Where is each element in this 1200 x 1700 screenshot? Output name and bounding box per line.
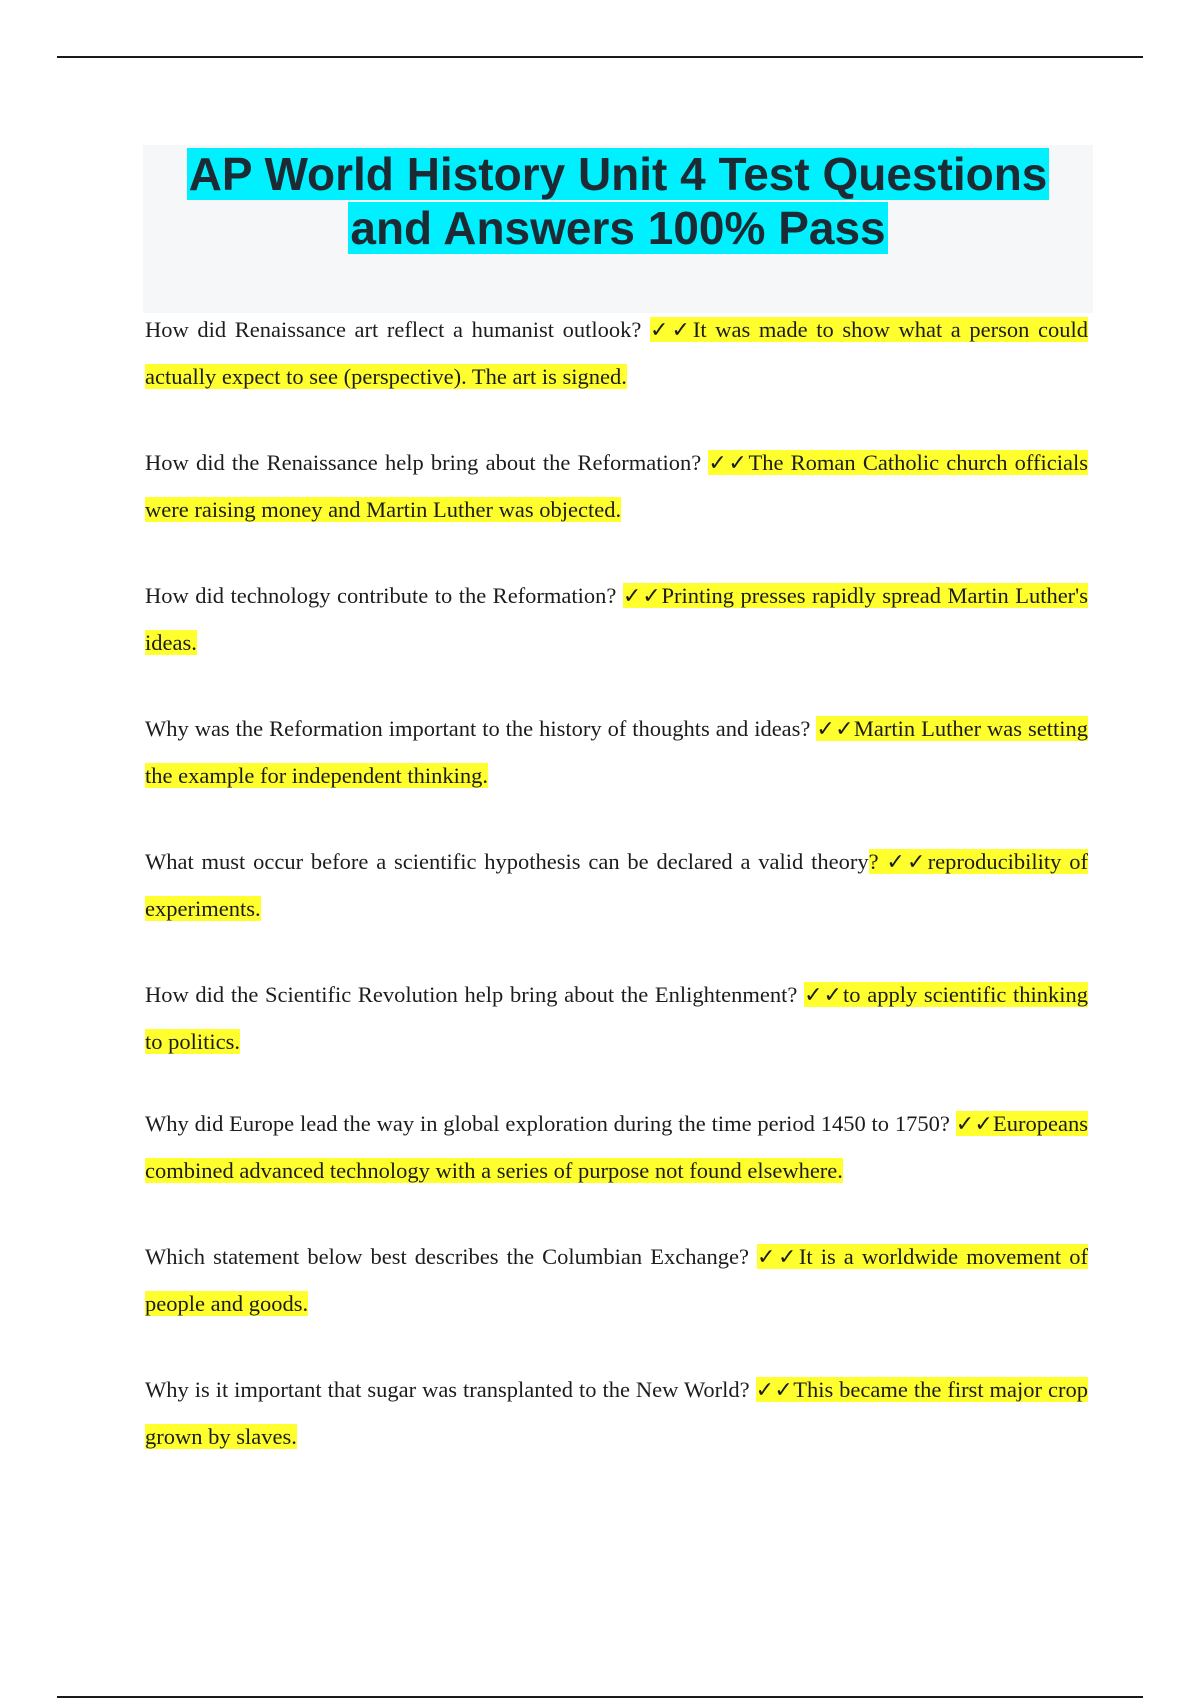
answer-text: It is a worldwide movement of people and goods.	[145, 1244, 1088, 1316]
check-mark-icon: ✓✓	[708, 451, 749, 476]
qa-item	[145, 573, 1088, 666]
answer-text: This became the first major crop grown by slaves.	[145, 1377, 1088, 1449]
question-text: Why was the Reformation important to the history of thoughts and ideas?	[145, 716, 817, 741]
question-text: Which statement below best describes the Columbian Exchange?	[145, 1244, 758, 1269]
check-mark-icon: ✓✓	[755, 1378, 794, 1403]
top-rule	[57, 56, 1143, 58]
qa-item	[145, 1234, 1088, 1327]
check-mark-icon: ✓✓	[650, 318, 693, 343]
question-text: How did Renaissance art reflect a humanist outlook?	[145, 317, 651, 342]
bottom-rule	[57, 1696, 1143, 1698]
title-block	[143, 145, 1093, 313]
check-mark-icon: ✓✓	[816, 717, 854, 742]
question-text: What must occur before a scientific hypothesis can be declared a valid theory	[145, 849, 869, 874]
answer-text: Martin Luther was setting the example for independent thinking.	[145, 716, 1088, 788]
answer-text: reproducibility of experiments.	[145, 849, 1088, 921]
qa-item	[145, 706, 1088, 799]
question-text: Why did Europe lead the way in global exploration during the time period 1450 to 1750?	[145, 1111, 956, 1136]
question-text: How did the Scientific Revolution help bring about the Enlightenment?	[145, 982, 805, 1007]
check-mark-icon: ✓✓	[955, 1112, 994, 1137]
answer-text: to apply scientific thinking to politics.	[145, 982, 1088, 1054]
question-text: How did the Renaissance help bring about the Reformation?	[145, 450, 709, 475]
answer-text: Printing presses rapidly spread Martin Luther's ideas.	[145, 583, 1088, 655]
qa-item	[145, 1101, 1088, 1194]
answer-text: The Roman Catholic church officials were raising money and Martin Luther was objected.	[145, 450, 1088, 522]
document-title-line-1: AP World History Unit 4 Test Questions	[188, 148, 1048, 200]
check-mark-icon: ✓✓	[886, 850, 928, 875]
check-mark-icon: ✓✓	[804, 983, 844, 1008]
qa-item	[145, 972, 1088, 1065]
check-mark-icon: ✓✓	[757, 1245, 799, 1270]
answer-highlight: ? ✓✓reproducibility of experiments.	[145, 849, 1088, 921]
qa-item	[145, 440, 1088, 533]
qa-item	[145, 307, 1088, 400]
document-title-line-2: and Answers 100% Pass	[350, 202, 886, 254]
answer-text: Europeans combined advanced technology with a series of purpose not found elsewhere.	[145, 1111, 1088, 1183]
qa-list	[145, 307, 1088, 1500]
question-text: How did technology contribute to the Reformation?	[145, 583, 623, 608]
check-mark-icon: ✓✓	[622, 584, 662, 609]
answer-text: It was made to show what a person could actually expect to see (perspective). The art is signed.	[145, 317, 1088, 389]
question-text: Why is it important that sugar was transplanted to the New World?	[145, 1377, 756, 1402]
qa-item	[145, 839, 1088, 932]
qa-item	[145, 1367, 1088, 1460]
